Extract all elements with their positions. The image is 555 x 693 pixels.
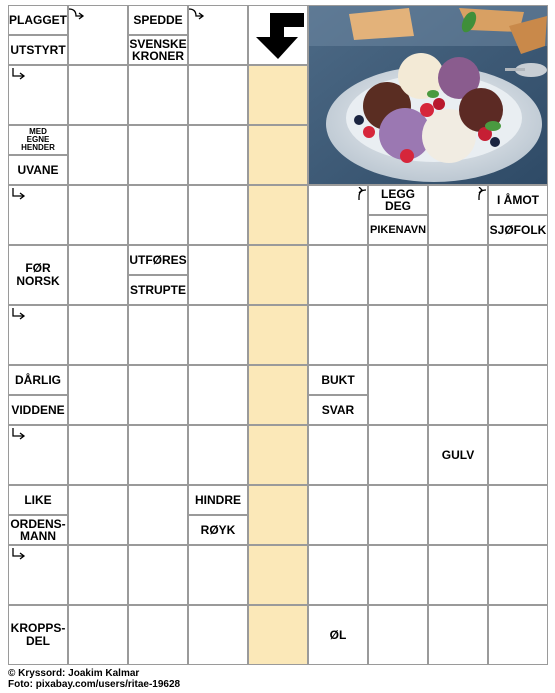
grid-cell[interactable] — [368, 245, 428, 305]
clue-utfores: UTFØRES — [128, 245, 188, 275]
grid-cell[interactable] — [428, 485, 488, 545]
grid-cell[interactable] — [128, 605, 188, 665]
grid-cell[interactable] — [428, 365, 488, 425]
arrow-right-down-icon — [188, 7, 206, 23]
grid-cell[interactable] — [188, 425, 248, 485]
arrow-down-right-icon — [10, 187, 28, 203]
grid-cell[interactable] — [68, 305, 128, 365]
grid-cell[interactable] — [188, 605, 248, 665]
grid-cell[interactable] — [308, 245, 368, 305]
grid-cell[interactable] — [68, 605, 128, 665]
arrow-down-right-icon — [10, 547, 28, 563]
clue-pikenavn: PIKENAVN — [368, 215, 428, 245]
grid-cell[interactable] — [188, 245, 248, 305]
grid-cell[interactable] — [308, 485, 368, 545]
grid-cell[interactable] — [68, 185, 128, 245]
grid-cell[interactable] — [488, 305, 548, 365]
grid-cell[interactable] — [128, 65, 188, 125]
grid-cell[interactable] — [128, 485, 188, 545]
clue-utstyrt: UTSTYRT — [8, 35, 68, 65]
clue-darlig: DÅRLIG — [8, 365, 68, 395]
grid-cell[interactable] — [488, 365, 548, 425]
grid-cell[interactable] — [368, 605, 428, 665]
grid-cell[interactable] — [128, 545, 188, 605]
arrow-down-right-icon — [10, 307, 28, 323]
grid-cell[interactable] — [128, 185, 188, 245]
grid-cell[interactable] — [188, 545, 248, 605]
grid-cell[interactable] — [428, 545, 488, 605]
grid-cell[interactable] — [308, 425, 368, 485]
credit-photo: Foto: pixabay.com/users/ritae-19628 — [8, 679, 181, 690]
clue-gulv: GULV — [428, 425, 488, 485]
grid-cell[interactable] — [248, 425, 308, 485]
arrow-left-down-icon — [349, 187, 367, 203]
clue-hindre: HINDRE — [188, 485, 248, 515]
clue-ol: ØL — [308, 605, 368, 665]
grid-cell[interactable] — [128, 425, 188, 485]
grid-cell[interactable] — [188, 305, 248, 365]
credit-author: © Kryssord: Joakim Kalmar — [8, 668, 140, 679]
credits — [8, 668, 180, 690]
grid-cell[interactable] — [368, 365, 428, 425]
crossword-grid — [8, 5, 548, 665]
grid-cell[interactable] — [248, 365, 308, 425]
grid-cell[interactable] — [188, 65, 248, 125]
grid-cell[interactable] — [368, 545, 428, 605]
grid-cell[interactable] — [428, 305, 488, 365]
arrow-right-down-icon — [68, 7, 86, 23]
grid-cell[interactable] — [248, 65, 308, 125]
grid-cell[interactable] — [248, 245, 308, 305]
grid-cell[interactable] — [368, 425, 428, 485]
grid-cell[interactable] — [308, 305, 368, 365]
clue-ordensmann: ORDENS- MANN — [8, 515, 68, 545]
grid-cell[interactable] — [68, 125, 128, 185]
grid-cell[interactable] — [188, 185, 248, 245]
arrow-down-icon — [254, 13, 306, 63]
clue-for-norsk: FØR NORSK — [8, 245, 68, 305]
grid-cell[interactable] — [188, 365, 248, 425]
grid-cell[interactable] — [248, 185, 308, 245]
clue-viddene: VIDDENE — [8, 395, 68, 425]
grid-cell[interactable] — [368, 485, 428, 545]
grid-cell[interactable] — [248, 125, 308, 185]
grid-cell[interactable] — [68, 365, 128, 425]
clue-strupte: STRUPTE — [128, 275, 188, 305]
grid-cell[interactable] — [488, 545, 548, 605]
grid-cell[interactable] — [68, 545, 128, 605]
clue-kroppsdel: KROPPS- DEL — [8, 605, 68, 665]
clue-spedde: SPEDDE — [128, 5, 188, 35]
grid-cell[interactable] — [188, 125, 248, 185]
grid-cell[interactable] — [68, 425, 128, 485]
arrow-left-down-icon — [469, 187, 487, 203]
grid-cell[interactable] — [248, 545, 308, 605]
clue-sjofolk: SJØFOLK — [488, 215, 548, 245]
grid-cell[interactable] — [488, 425, 548, 485]
grid-cell[interactable] — [428, 245, 488, 305]
grid-cell[interactable] — [248, 485, 308, 545]
arrow-down-right-icon — [10, 67, 28, 83]
clue-i-amot: I ÅMOT — [488, 185, 548, 215]
clue-plagget: PLAGGET — [8, 5, 68, 35]
grid-cell[interactable] — [248, 305, 308, 365]
clue-med-egne-hender: MED EGNE HENDER — [8, 125, 68, 155]
clue-royk: RØYK — [188, 515, 248, 545]
clue-legg-deg: LEGG DEG — [368, 185, 428, 215]
grid-cell[interactable] — [428, 605, 488, 665]
grid-cell[interactable] — [308, 545, 368, 605]
grid-cell[interactable] — [128, 365, 188, 425]
clue-bukt: BUKT — [308, 365, 368, 395]
grid-cell[interactable] — [488, 605, 548, 665]
grid-cell[interactable] — [128, 125, 188, 185]
grid-cell[interactable] — [68, 65, 128, 125]
grid-cell[interactable] — [248, 605, 308, 665]
grid-cell[interactable] — [368, 305, 428, 365]
grid-cell[interactable] — [488, 245, 548, 305]
grid-cell[interactable] — [128, 305, 188, 365]
clue-like: LIKE — [8, 485, 68, 515]
ice-cream-photo — [308, 5, 548, 185]
clue-uvane: UVANE — [8, 155, 68, 185]
grid-cell[interactable] — [488, 485, 548, 545]
clue-svar: SVAR — [308, 395, 368, 425]
clue-svenske-kroner: SVENSKE KRONER — [129, 37, 187, 63]
arrow-down-right-icon — [10, 427, 28, 443]
grid-cell[interactable] — [68, 485, 128, 545]
grid-cell[interactable] — [68, 245, 128, 305]
